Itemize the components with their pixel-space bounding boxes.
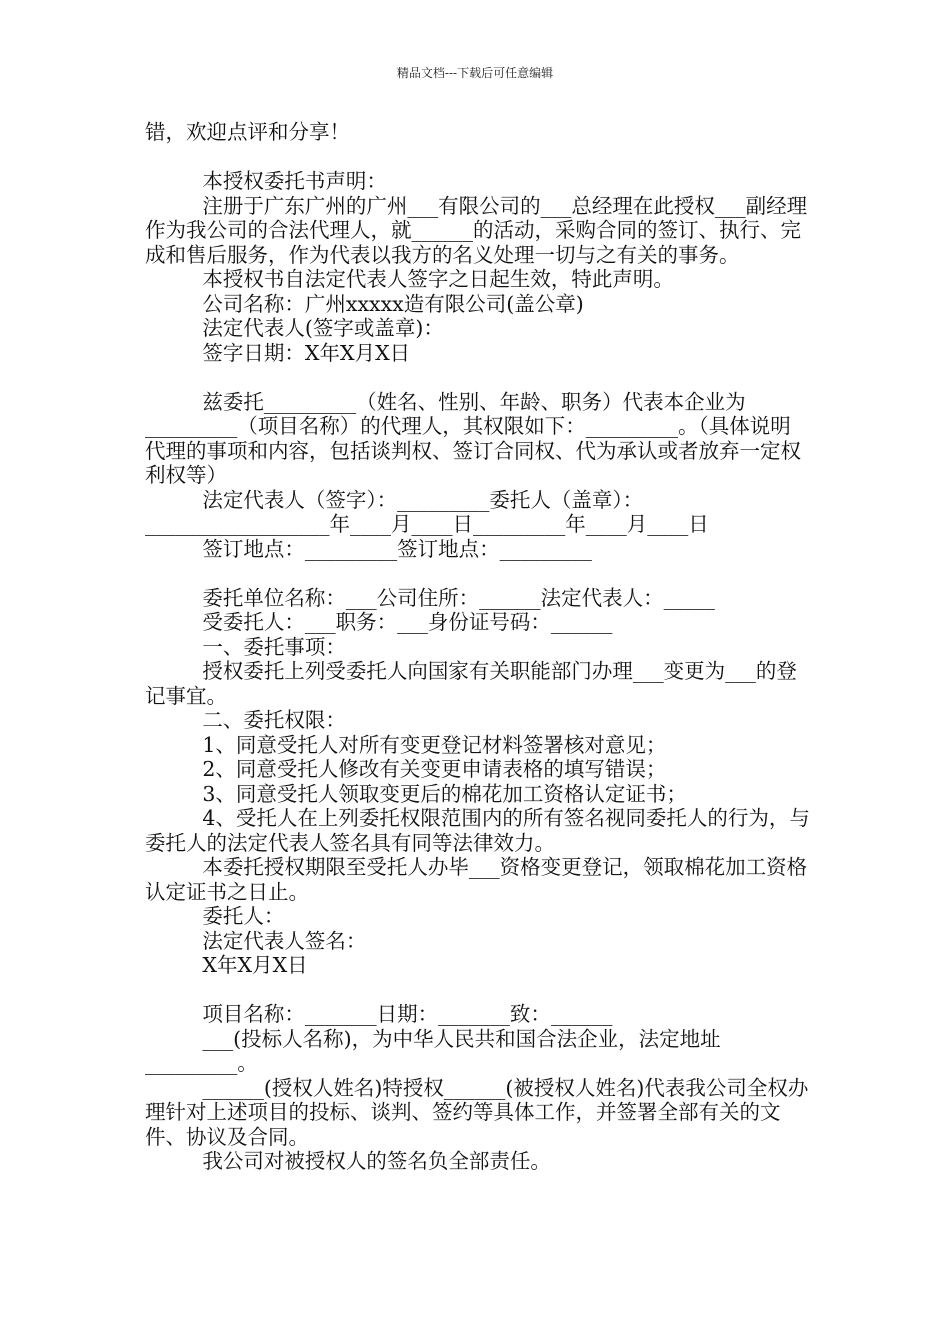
paragraph: 2、同意受托人修改有关变更申请表格的填写错误； <box>202 757 667 781</box>
paragraph: 4、受托人在上列委托权限范围内的所有签名视同委托人的行为，与委托人的法定代表人签名具有同等法律效力。 <box>145 806 810 855</box>
paragraph: 法定代表人（签字）：_________委托人（盖章）：__________________年____月____日_________年____月____日 <box>145 487 709 536</box>
paragraph: 兹委托_________（姓名、性别、年龄、职务）代表本企业为_________（项目名称）的代理人，其权限如下：_________。（具体说明代理的事项和内容，包括谈判权、签订合同权、代为承认或者放弃一定权利权等） <box>145 389 801 487</box>
spacer <box>145 145 810 170</box>
paragraph: 委托人： <box>202 904 285 928</box>
paragraph: 一、委托事项： <box>202 634 346 659</box>
paragraph: 签字日期：X年X月X日 <box>202 340 411 365</box>
paragraph: 本委托授权期限至受托人办毕___资格变更登记，领取棉花加工资格认定证书之日止。 <box>145 855 808 904</box>
paragraph: 公司名称：广州xxxxx造有限公司(盖公章) <box>202 291 584 316</box>
spacer <box>145 561 810 586</box>
paragraph: 本授权书自法定代表人签字之日起生效，特此声明。 <box>202 267 674 291</box>
spacer <box>145 365 810 390</box>
paragraph: 法定代表人签名： <box>202 928 367 953</box>
paragraph: 授权委托上列受委托人向国家有关职能部门办理___变更为___的登记事宜。 <box>145 659 797 708</box>
paragraph: 项目名称：_______日期：_______致：______ <box>202 1002 613 1026</box>
paragraph: 二、委托权限： <box>202 708 346 732</box>
paragraph: 本授权委托书声明： <box>202 169 387 193</box>
paragraph: ______(授权人姓名)特授权______(被授权人姓名)代表我公司全权办理针对上述项目的投标、谈判、签约等具体工作，并签署全部有关的文件、协议及合同。 <box>145 1075 809 1149</box>
paragraph: 1、同意受托人对所有变更登记材料签署核对意见； <box>202 732 667 757</box>
paragraph: 3、同意受托人领取变更后的棉花加工资格认定证书； <box>202 781 687 806</box>
document-body <box>145 120 810 1174</box>
paragraph: 注册于广东广州的广州___有限公司的___总经理在此授权___副经理作为我公司的合法代理人，就______的活动，采购合同的签订、执行、完成和售后服务，作为代表以我方的名义处理一切与之有关的事务。 <box>145 193 808 267</box>
paragraph: 错，欢迎点评和分享！ <box>145 120 350 144</box>
paragraph: 受委托人：___职务：___身份证号码：______ <box>202 610 613 634</box>
page-header: 精品文档---下载后可任意编辑 <box>396 66 554 80</box>
paragraph: X年X月X日 <box>202 953 308 977</box>
paragraph: 签订地点：_________签订地点：_________ <box>202 536 592 561</box>
paragraph: 我公司对被授权人的签名负全部责任。 <box>202 1149 551 1173</box>
paragraph: 法定代表人(签字或盖章)： <box>202 316 444 340</box>
paragraph: 委托单位名称：___公司住所：______法定代表人：_____ <box>202 585 715 610</box>
paragraph: ___(投标人名称)，为中华人民共和国合法企业，法定地址_________。 <box>145 1026 721 1075</box>
spacer <box>145 978 810 1003</box>
